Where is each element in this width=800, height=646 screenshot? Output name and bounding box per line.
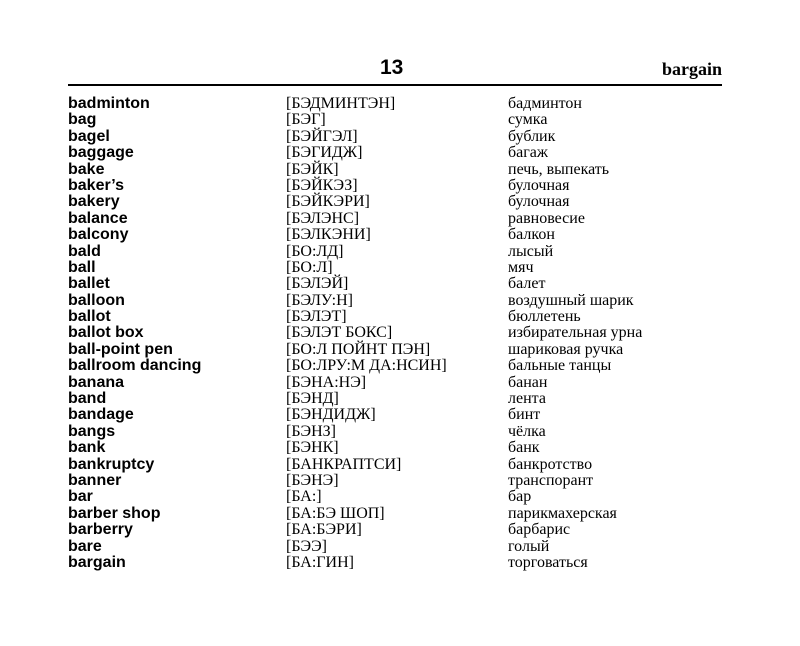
headword: bandage	[68, 406, 134, 424]
transcription: [БА:БЭ ШОП]	[286, 504, 385, 522]
dictionary-entry	[68, 194, 728, 210]
headword: bare	[68, 537, 102, 555]
dictionary-entry	[68, 489, 728, 505]
transcription: [БЭЛУ:Н]	[286, 291, 353, 309]
translation: булочная	[508, 176, 570, 194]
headword: barberry	[68, 521, 133, 539]
transcription: [БЭЛЭТ]	[286, 308, 347, 326]
headword: balcony	[68, 226, 129, 244]
translation: печь, выпекать	[508, 160, 610, 178]
transcription: [БО:Л ПОЙНТ ПЭН]	[286, 340, 431, 358]
translation: бинт	[508, 406, 541, 424]
translation: торговаться	[508, 553, 588, 571]
dictionary-entry	[68, 325, 728, 341]
transcription: [БЭНЗ]	[286, 422, 336, 440]
translation: сумка	[508, 111, 548, 129]
dictionary-entry	[68, 539, 728, 555]
dictionary-entry	[68, 129, 728, 145]
dictionary-entry	[68, 227, 728, 243]
transcription: [БЭЛЭЙ]	[286, 275, 349, 293]
dictionary-entry	[68, 309, 728, 325]
dictionary-entry	[68, 358, 728, 374]
translation: голый	[508, 537, 550, 555]
headword: bag	[68, 111, 97, 129]
transcription: [БО:ЛРУ:М ДА:НСИН]	[286, 357, 447, 375]
dictionary-entry	[68, 375, 728, 391]
dictionary-entry	[68, 293, 728, 309]
translation: шариковая ручка	[508, 340, 624, 358]
dictionary-entry	[68, 211, 728, 227]
headword: bakery	[68, 193, 120, 211]
dictionary-entry	[68, 407, 728, 423]
transcription: [БЭЙГЭЛ]	[286, 127, 358, 145]
headword: bargain	[68, 553, 126, 571]
translation: бублик	[508, 127, 556, 145]
dictionary-entry	[68, 276, 728, 292]
dictionary-entry	[68, 473, 728, 489]
dictionary-entry	[68, 522, 728, 538]
headword: banner	[68, 471, 122, 489]
translation: парикмахерская	[508, 504, 617, 522]
translation: равновесие	[508, 209, 585, 227]
dictionary-entry	[68, 145, 728, 161]
dictionary-entries	[68, 96, 728, 571]
transcription: [БЭНА:НЭ]	[286, 373, 367, 391]
translation: багаж	[508, 144, 548, 162]
headword: bald	[68, 242, 101, 260]
dictionary-entry	[68, 440, 728, 456]
translation: чёлка	[508, 422, 546, 440]
transcription: [БЭЭ]	[286, 537, 327, 555]
transcription: [БЭНДИДЖ]	[286, 406, 376, 424]
transcription: [БЭГ]	[286, 111, 326, 129]
transcription: [БЭЛКЭНИ]	[286, 226, 371, 244]
translation: барбарис	[508, 521, 571, 539]
transcription: [БЭНЭ]	[286, 471, 339, 489]
dictionary-entry	[68, 112, 728, 128]
translation: балет	[508, 275, 546, 293]
dictionary-entry	[68, 178, 728, 194]
headword: bagel	[68, 127, 110, 145]
translation: лента	[508, 390, 546, 408]
headword: bank	[68, 439, 106, 457]
headword: bankruptcy	[68, 455, 155, 473]
headword: ballet	[68, 275, 110, 293]
translation: избирательная урна	[508, 324, 643, 342]
headword: banana	[68, 373, 125, 391]
transcription: [БО:Л]	[286, 258, 333, 276]
headword: barber shop	[68, 504, 161, 522]
transcription: [БЭНД]	[286, 390, 339, 408]
headword: ballroom dancing	[68, 357, 202, 375]
dictionary-entry	[68, 555, 728, 571]
translation: банк	[508, 439, 540, 457]
transcription: [БЭЙКЭРИ]	[286, 193, 370, 211]
translation: мяч	[508, 258, 534, 276]
dictionary-entry	[68, 162, 728, 178]
headword: bangs	[68, 422, 116, 440]
translation: транспорант	[508, 471, 594, 489]
transcription: [БА:БЭРИ]	[286, 521, 362, 539]
translation: балкон	[508, 226, 555, 244]
headword: band	[68, 390, 107, 408]
dictionary-entry	[68, 457, 728, 473]
translation: бадминтон	[508, 95, 582, 112]
dictionary-entry	[68, 260, 728, 276]
headword: ball	[68, 258, 96, 276]
headword: balloon	[68, 291, 125, 309]
headword: ballot	[68, 308, 111, 326]
transcription: [БЭЙК]	[286, 160, 339, 178]
dictionary-entry	[68, 391, 728, 407]
translation: бальные танцы	[508, 357, 612, 375]
headword: baggage	[68, 144, 134, 162]
headword: bake	[68, 160, 105, 178]
page-number: 13	[380, 56, 404, 79]
transcription: [БЭЙКЭЗ]	[286, 176, 358, 194]
dictionary-entry	[68, 342, 728, 358]
transcription: [БЭДМИНТЭН]	[286, 95, 396, 112]
translation: банкротство	[508, 455, 593, 473]
dictionary-entry	[68, 96, 728, 112]
headword: balance	[68, 209, 128, 227]
transcription: [БЭЛЭТ БОКС]	[286, 324, 393, 342]
transcription: [БЭНК]	[286, 439, 339, 457]
transcription: [БО:ЛД]	[286, 242, 344, 260]
transcription: [БА:]	[286, 488, 322, 506]
translation: булочная	[508, 193, 570, 211]
translation: воздушный шарик	[508, 291, 634, 309]
transcription: [БА:ГИН]	[286, 553, 354, 571]
translation: бар	[508, 488, 532, 506]
transcription: [БАНКРАПТСИ]	[286, 455, 402, 473]
headword: baker’s	[68, 176, 125, 194]
headword: bar	[68, 488, 93, 506]
headword: ball-point pen	[68, 340, 173, 358]
dictionary-entry	[68, 424, 728, 440]
header-rule	[68, 84, 722, 86]
translation: лысый	[508, 242, 554, 260]
headword: ballot box	[68, 324, 144, 342]
translation: банан	[508, 373, 548, 391]
dictionary-entry	[68, 506, 728, 522]
running-head: bargain	[661, 59, 722, 79]
dictionary-entry	[68, 244, 728, 260]
headword: badminton	[68, 95, 150, 112]
translation: бюллетень	[508, 308, 581, 326]
transcription: [БЭЛЭНС]	[286, 209, 360, 227]
transcription: [БЭГИДЖ]	[286, 144, 363, 162]
